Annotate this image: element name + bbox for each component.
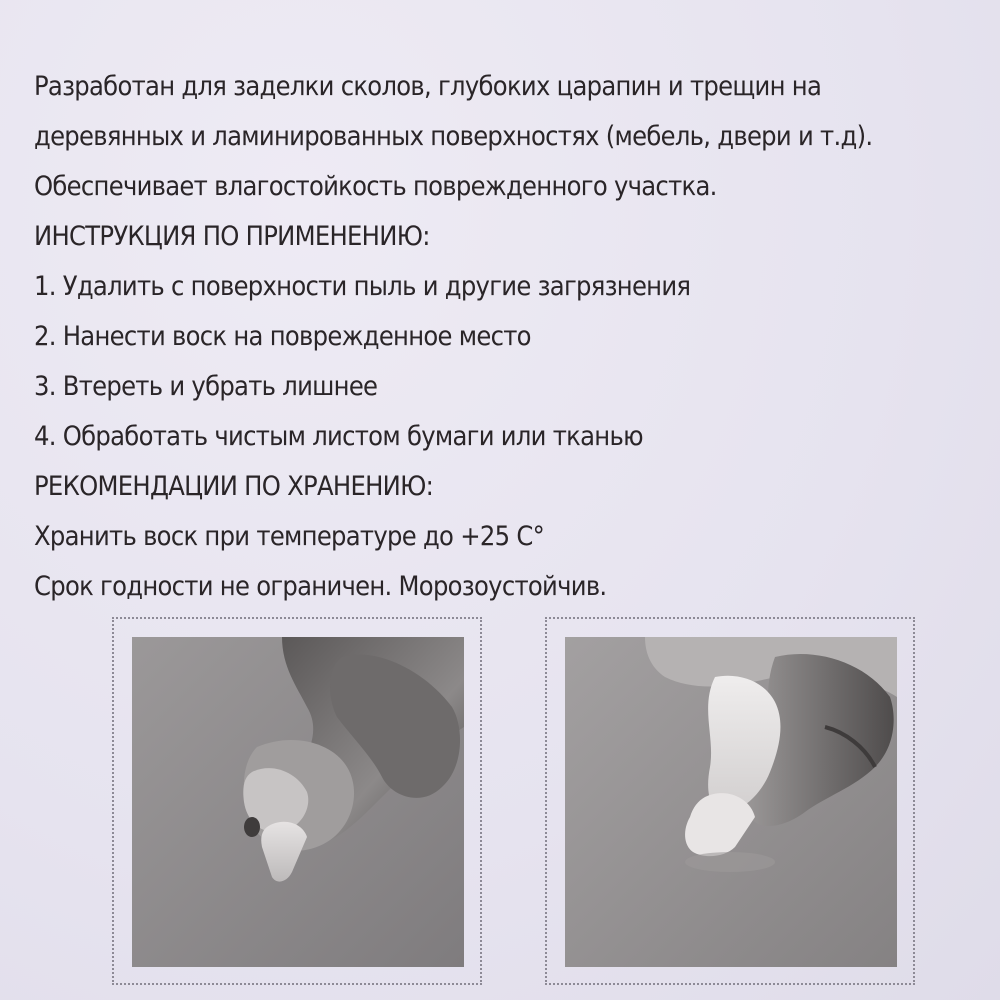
instructions-heading: ИНСТРУКЦИЯ ПО ПРИМЕНЕНИЮ: <box>34 221 430 252</box>
instruction-step-2: 2. Нанести воск на поврежденное место <box>34 321 531 352</box>
photo-rubbing-wax <box>565 637 897 967</box>
description-text-1: Разработан для заделки сколов, глубоких царапин и трещин на <box>34 71 822 102</box>
instruction-text-block <box>34 62 891 612</box>
hand-applying-wax-illustration <box>132 637 464 967</box>
storage-line-2: Срок годности не ограничен. Морозоустойчив. <box>34 571 607 602</box>
photo-frame-rub-wax <box>545 617 915 985</box>
photo-frame-apply-wax <box>112 617 482 985</box>
description-line-2: деревянных и ламинированных поверхностях (мебель, двери и т.д). <box>34 121 873 152</box>
instruction-step-3: 3. Втереть и убрать лишнее <box>34 371 378 402</box>
instruction-step-4: 4. Обработать чистым листом бумаги или тканью <box>34 421 643 452</box>
hand-rubbing-wax-illustration <box>565 637 897 967</box>
description-line-3: Обеспечивает влагостойкость поврежденного участка. <box>34 171 717 202</box>
instruction-step-1: 1. Удалить с поверхности пыль и другие загрязнения <box>34 271 691 302</box>
storage-line-1: Хранить воск при температуре до +25 С° <box>34 521 545 552</box>
photo-applying-wax <box>132 637 464 967</box>
storage-heading: РЕКОМЕНДАЦИИ ПО ХРАНЕНИЮ: <box>34 471 434 502</box>
description-line-1 <box>34 62 984 112</box>
